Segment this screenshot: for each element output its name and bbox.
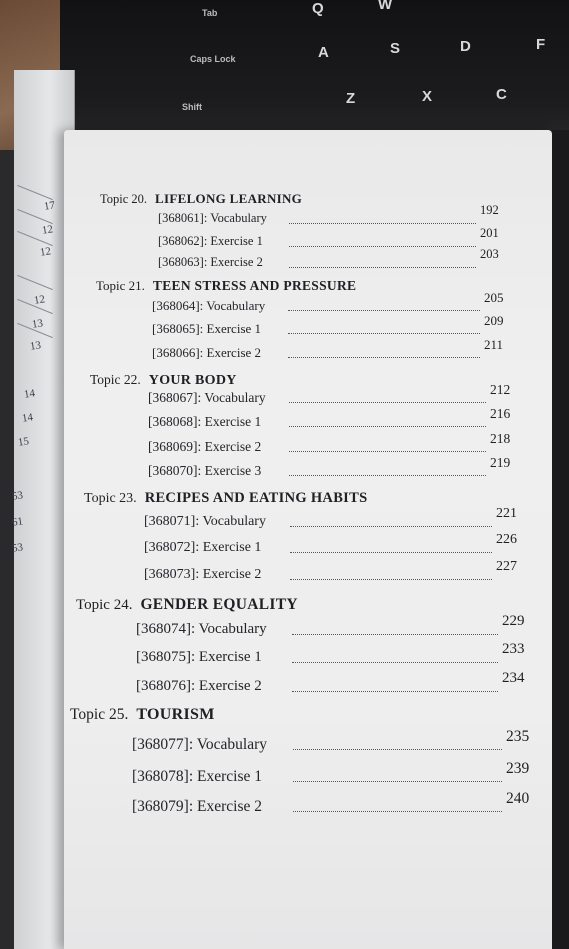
left-page-number: 14 <box>21 411 34 425</box>
toc-page-number: 239 <box>506 760 530 777</box>
dot-leader <box>288 357 480 358</box>
toc-page-number: 219 <box>490 455 511 470</box>
dot-leader <box>289 475 486 476</box>
toc-page-number: 233 <box>502 641 525 657</box>
topic-title: YOUR BODY <box>148 373 237 388</box>
toc-entry-label: [368075]: Exercise 1 <box>136 649 262 665</box>
left-page-number: 13 <box>29 339 42 353</box>
dot-leader <box>293 811 502 812</box>
toc-entry-label: [368077]: Vocabulary <box>132 736 268 753</box>
left-page-number: 17 <box>43 199 56 213</box>
toc-page-number: 192 <box>480 203 499 217</box>
toc-page-number: 229 <box>502 613 525 629</box>
topic-heading <box>76 596 298 614</box>
left-page-number: 53 <box>11 489 24 503</box>
toc-page-number: 203 <box>480 247 499 261</box>
topic-heading <box>84 490 367 507</box>
topic-title: LIFELONG LEARNING <box>155 191 303 206</box>
toc-entry-label: [368072]: Exercise 1 <box>144 540 262 555</box>
toc-entry-label: [368073]: Exercise 2 <box>144 567 262 582</box>
dot-leader <box>289 426 486 427</box>
topic-number: Topic 22. <box>90 372 141 387</box>
dot-leader <box>289 451 486 452</box>
background-edge <box>552 130 569 949</box>
dot-leader <box>288 333 480 334</box>
toc-entry-label: [368076]: Exercise 2 <box>136 678 262 694</box>
dot-leader <box>290 552 492 553</box>
toc-page-number: 212 <box>490 382 511 397</box>
topic-title: TOURISM <box>136 706 215 723</box>
key-caps-lock: Caps Lock <box>190 54 236 64</box>
key-a: A <box>318 44 329 61</box>
topic-number: Topic 21. <box>96 278 145 293</box>
toc-page-number: 201 <box>480 226 499 240</box>
key-f: F <box>536 36 546 53</box>
dot-leader <box>292 691 498 692</box>
dot-leader <box>292 662 498 663</box>
left-page-number: 12 <box>39 245 52 259</box>
toc-entry-label: [368070]: Exercise 3 <box>148 463 262 478</box>
left-page-number: 61 <box>11 515 24 529</box>
dot-leader <box>290 579 492 580</box>
toc-entry-label: [368078]: Exercise 1 <box>132 768 262 785</box>
topic-heading <box>70 706 215 724</box>
toc-entry-label: [368071]: Vocabulary <box>144 514 266 529</box>
toc-page-number: 235 <box>506 728 530 745</box>
toc-page-number: 227 <box>496 559 517 574</box>
toc-entry-label: [368067]: Vocabulary <box>148 390 266 405</box>
toc-page-number: 209 <box>484 313 504 328</box>
dot-leader <box>289 267 476 268</box>
left-page-number: 53 <box>11 541 24 555</box>
topic-title: RECIPES AND EATING HABITS <box>144 490 368 506</box>
key-s: S <box>390 40 401 57</box>
topic-heading <box>90 372 237 389</box>
dot-leader <box>293 749 502 750</box>
left-page-number: 13 <box>31 317 44 331</box>
toc-entry-label: [368062]: Exercise 1 <box>158 234 263 248</box>
toc-entry-label: [368064]: Vocabulary <box>152 298 266 313</box>
topic-heading <box>96 278 356 294</box>
left-page-number: 14 <box>23 387 36 401</box>
keyboard <box>60 0 569 150</box>
toc-entry-label: [368066]: Exercise 2 <box>152 345 262 360</box>
toc-entry-label: [368061]: Vocabulary <box>158 211 267 225</box>
dot-leader <box>292 634 498 635</box>
dot-leader <box>289 402 486 403</box>
topic-number: Topic 23. <box>84 491 137 506</box>
toc-page-number: 234 <box>502 670 525 686</box>
key-z: Z <box>346 90 356 107</box>
key-shift: Shift <box>182 102 202 112</box>
topic-number: Topic 20. <box>100 192 148 206</box>
dot-leader <box>290 526 492 527</box>
topic-title: GENDER EQUALITY <box>140 596 298 613</box>
toc-entry-label: [368069]: Exercise 2 <box>148 439 262 454</box>
toc-entry-label: [368065]: Exercise 1 <box>152 321 262 336</box>
dot-leader <box>293 781 502 782</box>
toc-entry-label: [368079]: Exercise 2 <box>132 798 262 815</box>
toc-page-number: 211 <box>484 337 504 352</box>
dot-leader <box>289 223 476 224</box>
toc-page-number: 205 <box>484 290 504 305</box>
left-page-number: 12 <box>41 223 54 237</box>
toc-page-number: 226 <box>496 532 517 547</box>
key-tab: Tab <box>202 8 218 18</box>
key-w: W <box>378 0 393 13</box>
dot-leader <box>288 310 480 311</box>
key-q: Q <box>312 0 324 17</box>
toc-page-number: 216 <box>490 406 511 421</box>
key-d: D <box>460 38 471 55</box>
toc-entry-label: [368063]: Exercise 2 <box>158 255 263 269</box>
left-page-number: 15 <box>17 435 30 449</box>
toc-page-number: 221 <box>496 506 517 521</box>
key-x: X <box>422 88 433 105</box>
toc-page-number: 218 <box>490 431 511 446</box>
toc-entry-label: [368074]: Vocabulary <box>136 621 267 637</box>
toc-entry-label: [368068]: Exercise 1 <box>148 414 262 429</box>
left-page-number: 12 <box>33 293 46 307</box>
topic-number: Topic 24. <box>76 597 133 613</box>
topic-title: TEEN STRESS AND PRESSURE <box>152 278 357 293</box>
toc-page-number: 240 <box>506 790 530 807</box>
topic-number: Topic 25. <box>70 706 129 723</box>
dot-leader <box>289 246 476 247</box>
topic-heading <box>100 191 302 207</box>
book-page <box>64 130 552 949</box>
key-c: C <box>496 86 507 103</box>
